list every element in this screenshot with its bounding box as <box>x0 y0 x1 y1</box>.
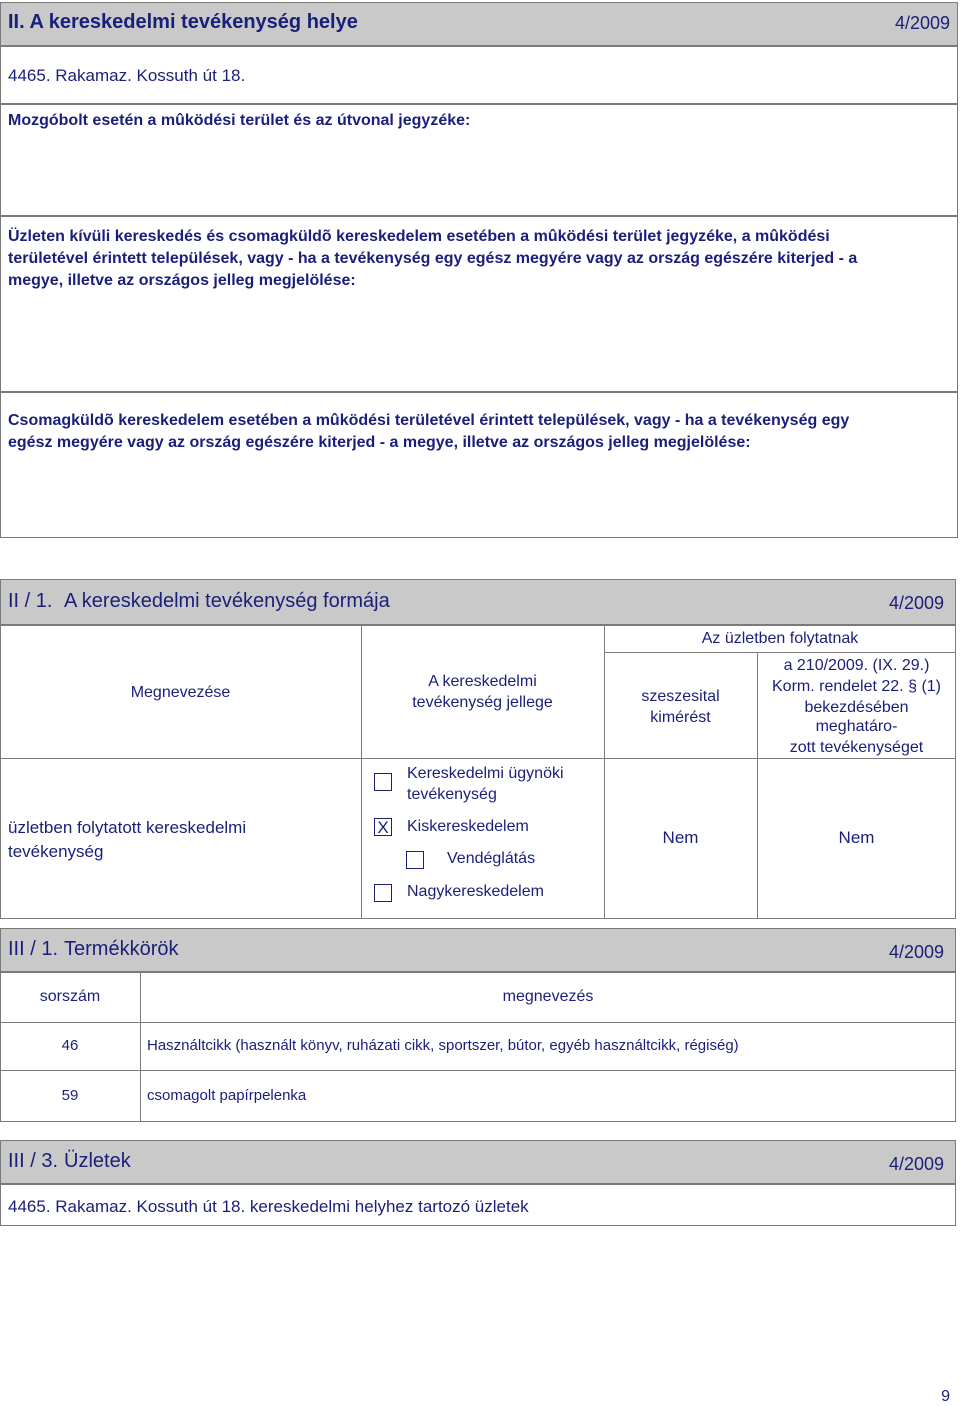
col-decree-header-2a: Korm. rendelet 22. <box>772 678 904 695</box>
section-3-3-prefix: III / 3. <box>8 1150 59 1172</box>
address-text: 4465. Rakamaz. Kossuth út 18. <box>8 66 246 85</box>
col-nature-header-2: tevékenység jellege <box>412 694 553 711</box>
section-2-code: 4/2009 <box>894 13 950 33</box>
product-name: csomagolt papírpelenka <box>147 1087 307 1104</box>
page-number: 9 <box>941 1388 950 1405</box>
row-name-2: tevékenység <box>8 842 104 861</box>
row-name-1: üzletben folytatott kereskedelmi <box>8 818 247 837</box>
opt-catering-label: Vendéglátás <box>447 850 536 867</box>
col-name-header: Megnevezése <box>130 684 231 701</box>
outside-trade-label-1: Üzleten kívüli kereskedés és csomagküldõ kereskedelem esetében a mûködési terület jegyzéke, a mûködési <box>8 228 830 245</box>
col-nature-header-1: A kereskedelmi <box>428 673 537 690</box>
alcohol-value: Nem <box>662 828 699 847</box>
section-2-1-prefix: II / 1. <box>8 590 53 612</box>
col-decree-header-2 <box>757 678 956 696</box>
col-alcohol-header-1: szeszesital <box>641 688 720 705</box>
shops-text: 4465. Rakamaz. Kossuth út 18. kereskedelmi helyhez tartozó üzletek <box>8 1197 529 1216</box>
col-decree-header-1: a 210/2009. (IX. 29.) <box>783 657 930 674</box>
opt-retail-label: Kiskereskedelem <box>407 818 529 835</box>
outside-trade-label-2: területével érintett települések, vagy - ha a tevékenység egy egész megyére vagy az ország egészére kiterjed - a <box>8 250 858 267</box>
section-2-1-code: 4/2009 <box>888 593 944 613</box>
section-3-3-title: Üzletek <box>64 1150 131 1172</box>
section-sign: § <box>908 678 917 695</box>
col-product-header: megnevezés <box>502 988 594 1005</box>
col-decree-header-6: zott tevékenységet <box>789 739 924 756</box>
col-alcohol-header-2: kimérést <box>650 709 711 726</box>
table-divider <box>0 758 956 759</box>
decree-value: Nem <box>838 828 875 847</box>
table-divider <box>361 625 362 919</box>
outside-trade-label-3: megye, illetve az országos jelleg megjelölése: <box>8 272 356 289</box>
parcel-trade-label-1: Csomagküldõ kereskedelem esetében a mûködési területével érintett települések, vagy - ha a tevékenység egy <box>8 412 850 429</box>
table-divider <box>0 1022 956 1023</box>
opt-agent-label-1: Kereskedelmi ügynöki <box>407 765 564 782</box>
opt-wholesale-label: Nagykereskedelem <box>407 883 544 900</box>
section-3-3-code: 4/2009 <box>888 1154 944 1174</box>
table-divider <box>0 1070 956 1071</box>
catering-checkbox[interactable] <box>406 851 424 869</box>
product-no: 59 <box>61 1087 79 1104</box>
group-header: Az üzletben folytatnak <box>701 630 859 647</box>
col-decree-header-5: meghatáro- <box>815 718 898 735</box>
product-name: Használtcikk (használt könyv, ruházati cikk, sportszer, bútor, egyéb használtcikk, régiség) <box>147 1037 739 1054</box>
mobile-shop-label: Mozgóbolt esetén a mûködési terület és az útvonal jegyzéke: <box>8 112 471 129</box>
retail-checkbox[interactable]: X <box>374 818 392 836</box>
wholesale-checkbox[interactable] <box>374 884 392 902</box>
col-decree-header-4: bekezdésében <box>804 699 909 716</box>
table-divider <box>604 652 956 653</box>
section-2-title: II. A kereskedelmi tevékenység helye <box>8 11 358 33</box>
section-3-3-header <box>0 1140 956 1184</box>
agent-checkbox[interactable] <box>374 773 392 791</box>
col-no-header: sorszám <box>39 988 101 1005</box>
section-2-1-title: A kereskedelmi tevékenység formája <box>64 590 390 612</box>
table-divider <box>604 625 605 919</box>
section-3-1-prefix: III / 1. <box>8 938 59 960</box>
section-3-1-code: 4/2009 <box>888 942 944 962</box>
product-no: 46 <box>61 1037 79 1054</box>
section-3-1-title: Termékkörök <box>64 938 179 960</box>
opt-agent-label-2: tevékenység <box>407 786 497 803</box>
parcel-trade-label-2: egész megyére vagy az ország egészére kiterjed - a megye, illetve az országos jelleg megjelölése: <box>8 434 751 451</box>
col-decree-header-2b: (1) <box>921 678 941 695</box>
